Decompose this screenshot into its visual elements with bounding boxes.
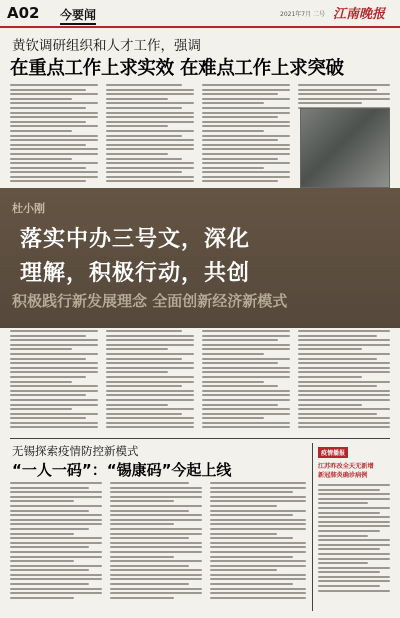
article3-kicker: 无锡探索疫情防控新模式 [12,444,139,458]
article2-headline: 积极践行新发展理念 全面创新经济新模式 [12,292,288,310]
page-number: A02 [7,4,40,22]
sidebar-headline-line1: 江苏昨改全天无新增 [318,463,374,470]
sidebar-column [318,484,390,610]
banner-title-line2: 理解，积极行动，共创 [20,261,251,286]
article2-column [298,330,390,436]
article1-column [106,84,194,188]
section-name: 今要闻 [60,6,96,25]
article1-headline: 在重点工作上求实效 在难点工作上求突破 [10,58,344,79]
banner-title-line1: 落实中办三号文，深化 [20,227,251,252]
section-divider [10,438,390,439]
sidebar-tag: 疫情播报 [318,447,348,458]
article1-kicker: 黄钦调研组织和人才工作，强调 [12,38,201,54]
article2-kicker: 杜小刚 [12,202,45,215]
article3-headline: “一人一码”：“锡康码”今起上线 [12,461,232,479]
article2-column [10,330,98,436]
article3-column [210,482,306,612]
article1-photo [300,108,390,188]
article2-column [106,330,194,436]
article2-column [202,330,290,436]
newspaper-logo: 江南晚报 [333,7,386,22]
sidebar-headline-line2: 新冠肺炎确诊病例 [318,472,368,479]
article3-column [10,482,102,612]
sidebar-body [318,484,390,610]
article1-column [202,84,290,188]
masthead [0,0,400,28]
article3-column [110,482,202,612]
article2-body [10,330,390,436]
article1-column [10,84,98,188]
sidebar-headline [318,462,374,480]
issue-date: 2021年7月 二号 [280,11,325,18]
sidebar-divider [312,443,313,611]
article3-body [10,482,310,612]
